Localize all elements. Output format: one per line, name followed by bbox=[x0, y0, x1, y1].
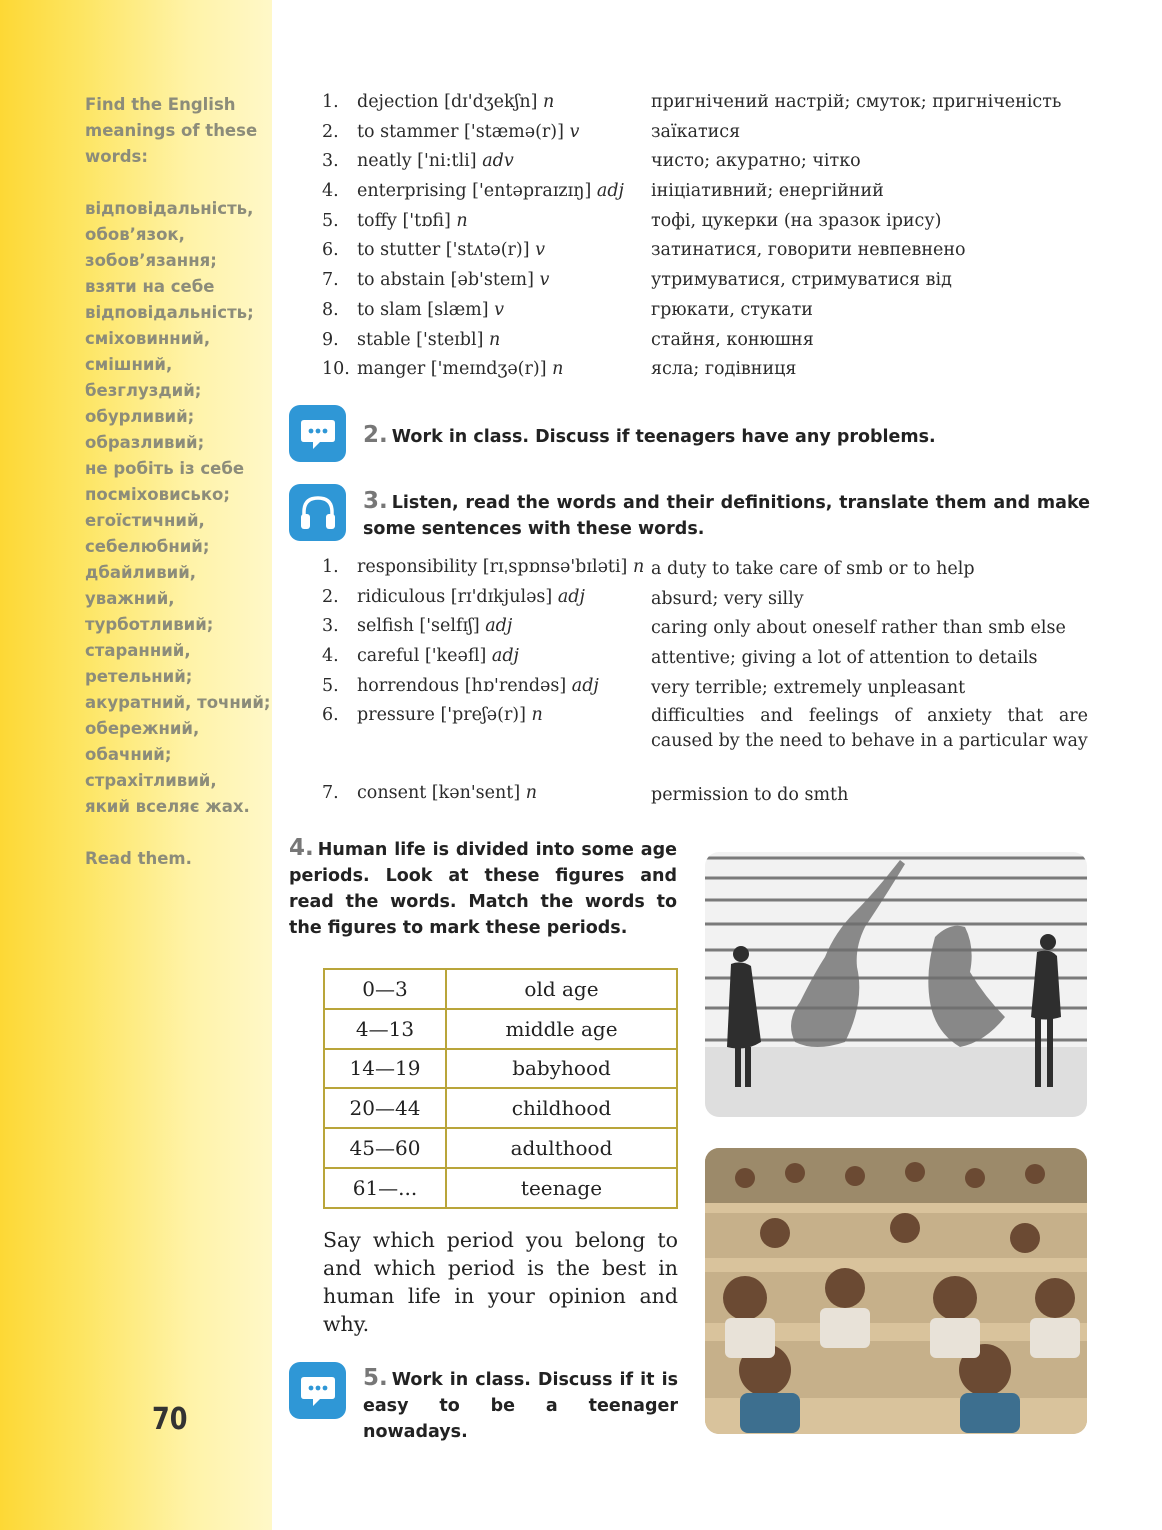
task-4 bbox=[289, 835, 677, 941]
vocab-word: selfish ['selfɪʃ] bbox=[357, 616, 480, 637]
age-range-cell: 45—60 bbox=[324, 1128, 446, 1168]
sidebar-word: образливий; bbox=[85, 433, 205, 452]
vocab-term bbox=[357, 151, 514, 171]
sidebar-word: не робіть із себе bbox=[85, 459, 245, 478]
vocab-term bbox=[357, 330, 500, 350]
sidebar-word: страхітливий, bbox=[85, 771, 217, 790]
sidebar-word: старанний, bbox=[85, 641, 191, 660]
sidebar-word: який вселяє жах. bbox=[85, 797, 250, 816]
vocab-num: 3. bbox=[322, 151, 339, 172]
vocab-pos: adj bbox=[557, 586, 585, 607]
vocab-pos: n bbox=[531, 705, 543, 726]
age-range-cell: 14—19 bbox=[324, 1049, 446, 1089]
vocab-word: toffy ['tɒfi] bbox=[357, 210, 451, 231]
task-5 bbox=[363, 1365, 678, 1445]
vocab-translation: пригнічений настрій; смуток; пригніченість bbox=[651, 92, 1062, 112]
task-text: Human life is divided into some age periods. Look at these figures and read the words. Match the words to the figures to mark these periods. bbox=[289, 840, 677, 938]
vocab-pos: n bbox=[543, 92, 555, 112]
sidebar-read-them: Read them. bbox=[85, 849, 192, 868]
age-period-cell: babyhood bbox=[446, 1049, 677, 1089]
table-row bbox=[324, 1128, 677, 1168]
age-period-cell: childhood bbox=[446, 1088, 677, 1128]
vocab-pos: adj bbox=[485, 616, 513, 637]
task-number: 2. bbox=[363, 422, 388, 448]
age-range-cell: 4—13 bbox=[324, 1009, 446, 1049]
sidebar-word: турботливий; bbox=[85, 615, 214, 634]
sidebar-word: відповідальність, bbox=[85, 199, 254, 218]
task-3 bbox=[363, 488, 1090, 542]
vocab-num: 10. bbox=[322, 359, 350, 380]
vocab-definition: absurd; very silly bbox=[651, 588, 804, 609]
task-number: 3. bbox=[363, 488, 388, 514]
vocab-num: 2. bbox=[322, 586, 339, 607]
sidebar-word: зобов’язання; bbox=[85, 251, 217, 270]
vocab-term bbox=[357, 211, 468, 231]
headphones-icon bbox=[289, 484, 346, 541]
vocab-num: 5. bbox=[322, 675, 339, 696]
sidebar-instruction: Find the English meanings of these words: bbox=[85, 95, 258, 166]
vocab-word: pressure ['preʃə(r)] bbox=[357, 705, 526, 726]
sidebar-word: уважний, bbox=[85, 589, 175, 608]
vocab-pos: n bbox=[525, 783, 538, 804]
vocab-word: consent [kən'sent] bbox=[357, 783, 521, 804]
vocab-definition: a duty to take care of smb or to help bbox=[651, 559, 975, 579]
vocab-term bbox=[357, 122, 579, 142]
vocab-pos: v bbox=[535, 240, 546, 261]
vocab-term bbox=[357, 557, 644, 577]
vocab-term bbox=[357, 92, 554, 112]
vocab-num: 6. bbox=[322, 705, 339, 726]
vocab-translation: грюкати, стукати bbox=[651, 299, 813, 320]
sidebar-word: відповідальність; bbox=[85, 303, 254, 322]
vocab-word: horrendous [hɒ'rendəs] bbox=[357, 675, 567, 696]
task-number: 4. bbox=[289, 835, 314, 861]
vocab-term bbox=[357, 646, 519, 666]
vocab-term bbox=[357, 676, 599, 696]
vocab-translation: ініціативний; енергійний bbox=[651, 181, 884, 202]
vocab-definition: attentive; giving a lot of attention to details bbox=[651, 648, 1038, 669]
vocab-term bbox=[357, 270, 549, 290]
vocab-num: 4. bbox=[322, 646, 339, 667]
vocab-word: manger ['meɪndʒə(r)] bbox=[357, 359, 547, 380]
vocab-word: stable ['steɪbl] bbox=[357, 329, 484, 350]
vocab-term bbox=[357, 300, 504, 320]
vocab-definition: difficulties and feelings of anxiety that are caused by the need to behave in a particular way bbox=[651, 706, 1088, 751]
vocab-translation: утримуватися, стримуватися від bbox=[651, 270, 952, 291]
vocab-pos: n bbox=[488, 329, 501, 350]
vocab-term bbox=[357, 783, 537, 803]
vocab-word: dejection [dɪ'dʒekʃn] bbox=[357, 92, 538, 112]
vocab-definition: permission to do smth bbox=[651, 785, 849, 806]
vocab-translation: ясла; годівниця bbox=[651, 359, 797, 380]
students-photo bbox=[705, 1148, 1087, 1434]
vocab-translation: заїкатися bbox=[651, 121, 741, 142]
sidebar-word: обов’язок, bbox=[85, 225, 185, 244]
sidebar-word: сміховинний, bbox=[85, 329, 211, 348]
sidebar-word: дбайливий, bbox=[85, 563, 197, 582]
shadows-photo bbox=[705, 852, 1087, 1117]
vocab-word: careful ['keəfl] bbox=[357, 646, 487, 667]
sidebar-word: егоїстичний, bbox=[85, 511, 205, 530]
vocab-word: enterprising ['entəpraɪzɪŋ] bbox=[357, 181, 592, 202]
sidebar-word: обережний, bbox=[85, 719, 200, 738]
vocab-translation: тофі, цукерки (на зразок ірису) bbox=[651, 210, 942, 231]
vocab-word: to stammer ['stæmə(r)] bbox=[357, 121, 564, 142]
task-2 bbox=[363, 422, 1093, 450]
age-range-cell: 61—... bbox=[324, 1168, 446, 1208]
vocab-translation: стайня, конюшня bbox=[651, 329, 814, 350]
vocab-term bbox=[357, 181, 624, 201]
age-period-cell: old age bbox=[446, 969, 677, 1009]
vocab-word: to abstain [əb'steɪn] bbox=[357, 270, 534, 291]
vocab-term bbox=[357, 616, 512, 636]
vocab-pos: v bbox=[539, 270, 550, 291]
vocab-pos: v bbox=[494, 299, 505, 320]
vocab-num: 9. bbox=[322, 329, 339, 350]
vocab-word: to stutter ['stʌtə(r)] bbox=[357, 240, 530, 261]
vocab-pos: adj bbox=[571, 675, 599, 696]
vocab-term bbox=[357, 240, 545, 260]
page-number: 70 bbox=[152, 1402, 188, 1437]
vocab-word: to slam [slæm] bbox=[357, 299, 489, 320]
vocab-num: 1. bbox=[322, 557, 339, 577]
sidebar-word: обачний; bbox=[85, 745, 172, 764]
vocab-pos: n bbox=[632, 557, 645, 577]
vocab-num: 6. bbox=[322, 240, 339, 261]
vocab-translation: чисто; акуратно; чітко bbox=[651, 151, 861, 172]
vocab-pos: n bbox=[456, 210, 468, 231]
vocab-word: ridiculous [rɪ'dɪkjuləs] bbox=[357, 586, 553, 607]
vocab-pos: adj bbox=[491, 646, 519, 667]
vocab-pos: adv bbox=[482, 151, 514, 172]
vocab-pos: adj bbox=[596, 181, 624, 202]
task-text: Listen, read the words and their definitions, translate them and make some sentences with these words. bbox=[363, 493, 1090, 539]
vocab-pos: v bbox=[569, 121, 580, 142]
age-periods-table bbox=[323, 968, 678, 1209]
vocab-word: neatly ['ni:tli] bbox=[357, 151, 477, 172]
age-period-cell: middle age bbox=[446, 1009, 677, 1049]
sidebar-word: ретельний; bbox=[85, 667, 193, 686]
vocab-num: 7. bbox=[322, 270, 339, 291]
sidebar-word: обурливий; bbox=[85, 407, 195, 426]
age-period-cell: adulthood bbox=[446, 1128, 677, 1168]
speech-bubble-icon bbox=[289, 405, 346, 462]
age-range-cell: 0—3 bbox=[324, 969, 446, 1009]
vocab-definition: very terrible; extremely unpleasant bbox=[651, 677, 966, 698]
task-text: Work in class. Discuss if teenagers have any problems. bbox=[391, 427, 936, 447]
vocab-num: 7. bbox=[322, 783, 339, 804]
say-paragraph: Say which period you belong to and which period is the best in human life in your opinion and why. bbox=[323, 1228, 678, 1336]
sidebar-word: посміховиськo; bbox=[85, 485, 230, 504]
sidebar-word-list bbox=[85, 196, 271, 820]
vocab-num: 2. bbox=[322, 121, 339, 142]
task-text: Work in class. Discuss if it is easy to be a teenager nowadays. bbox=[363, 1370, 678, 1442]
sidebar-word: смішний, bbox=[85, 355, 173, 374]
vocab-term bbox=[357, 705, 543, 725]
sidebar-word: себелюбний; bbox=[85, 537, 210, 556]
age-period-cell: teenage bbox=[446, 1168, 677, 1208]
vocab-definition: caring only about oneself rather than smb else bbox=[651, 618, 1066, 639]
vocab-translation: затинатися, говорити невпевнено bbox=[651, 240, 966, 261]
vocab-num: 8. bbox=[322, 299, 339, 320]
table-row bbox=[324, 1009, 677, 1049]
table-row bbox=[324, 969, 677, 1009]
age-range-cell: 20—44 bbox=[324, 1088, 446, 1128]
vocab-term bbox=[357, 359, 563, 379]
vocab-pos: n bbox=[552, 359, 564, 380]
sidebar-word: акуратний, точний; bbox=[85, 693, 271, 712]
table-row bbox=[324, 1088, 677, 1128]
table-row bbox=[324, 1168, 677, 1208]
sidebar-word: безглуздий; bbox=[85, 381, 202, 400]
vocab-word: responsibility [rɪˌspɒnsə'bɪləti] bbox=[357, 557, 628, 577]
vocab-num: 3. bbox=[322, 616, 339, 637]
table-row bbox=[324, 1049, 677, 1089]
vocab-num: 4. bbox=[322, 181, 339, 202]
vocab-num: 1. bbox=[322, 92, 339, 112]
task-number: 5. bbox=[363, 1365, 388, 1391]
speech-bubble-icon bbox=[289, 1362, 346, 1419]
vocab-term bbox=[357, 587, 585, 607]
vocab-num: 5. bbox=[322, 210, 339, 231]
sidebar-word: взяти на себе bbox=[85, 277, 215, 296]
